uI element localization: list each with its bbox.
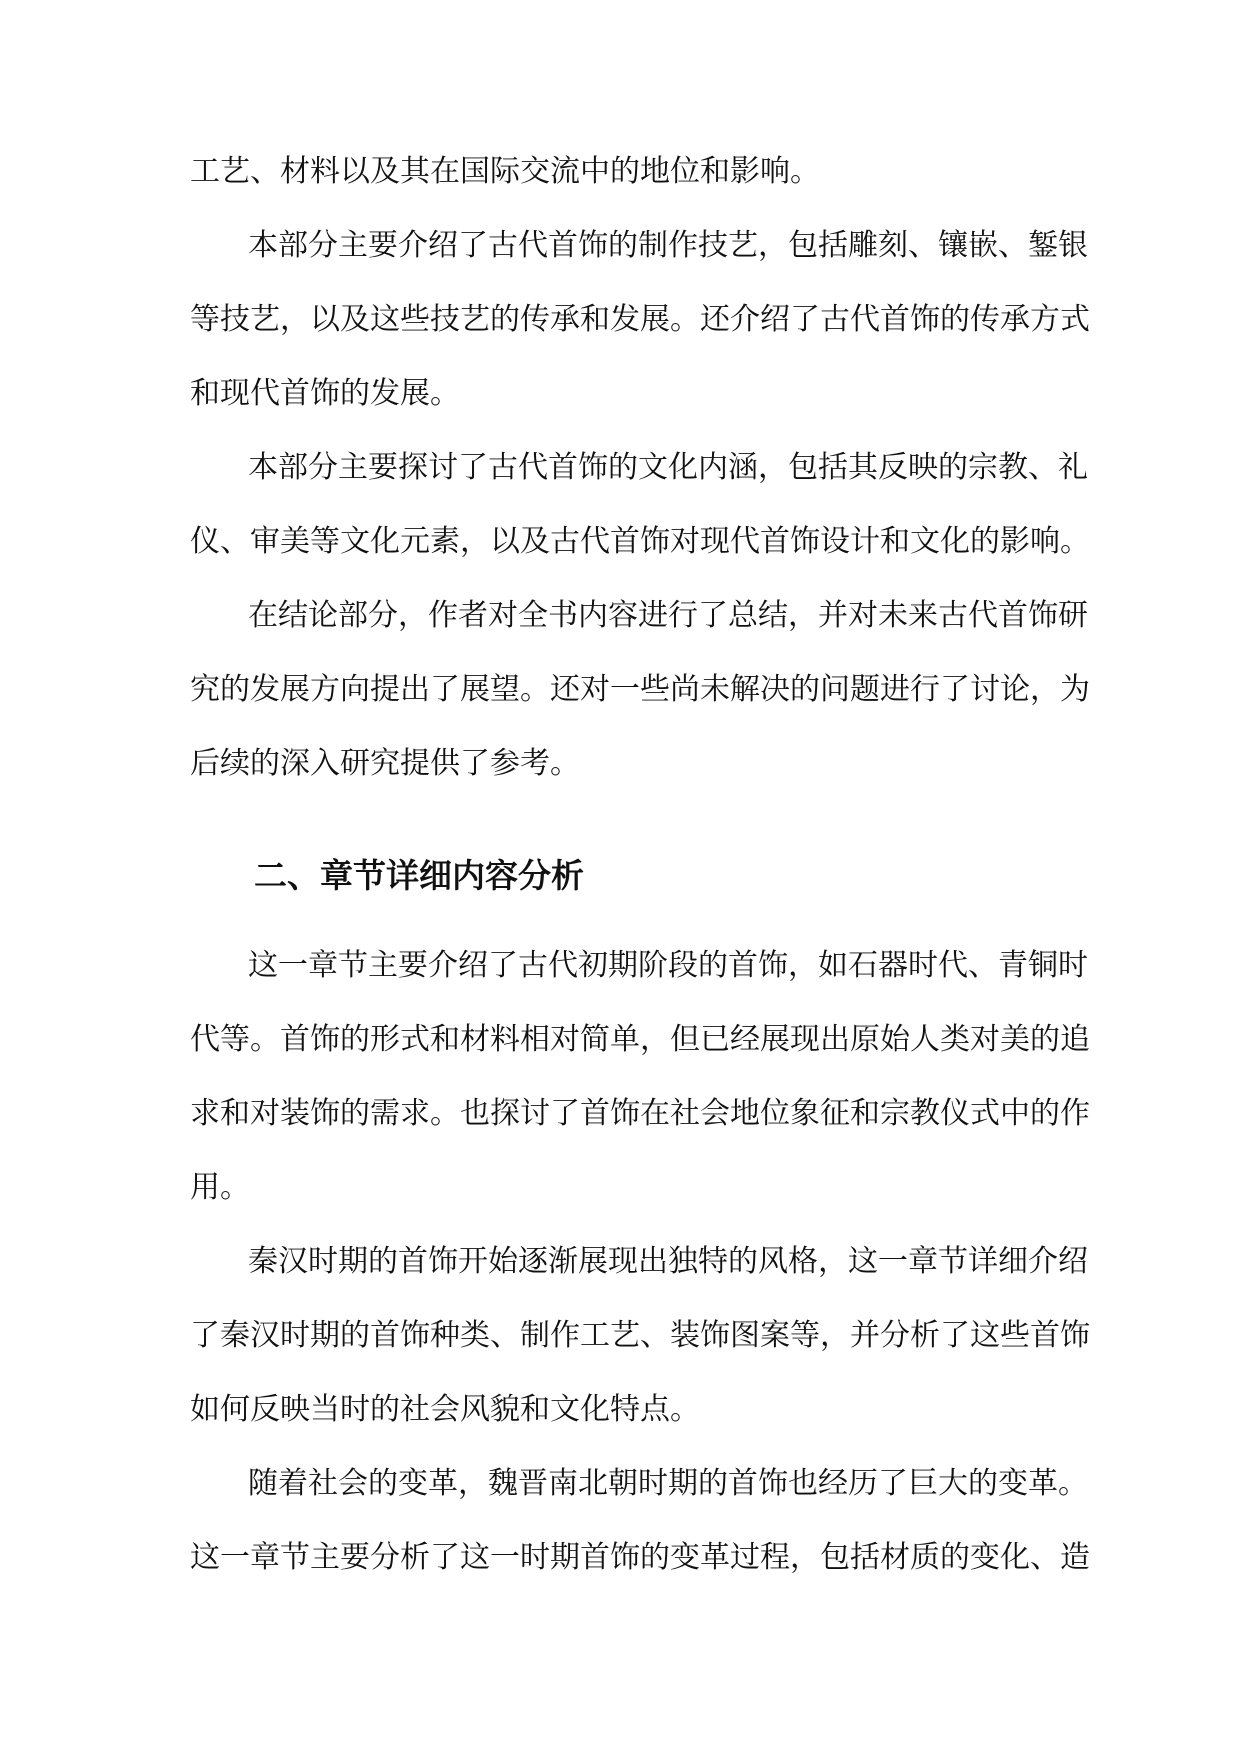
- text-line: 代等。首饰的形式和材料相对简单，但已经展现出原始人类对美的追: [190, 1022, 1090, 1057]
- paragraph-conclusion-line-2: [0, 653, 1241, 727]
- paragraph-early-line-1: [0, 929, 1241, 1003]
- text-line: 了秦汉时期的首饰种类、制作工艺、装饰图案等，并分析了这些首饰: [190, 1318, 1090, 1353]
- text-line: 和现代首饰的发展。: [190, 376, 460, 411]
- paragraph-weijin-line-2: [0, 1521, 1241, 1595]
- paragraph-qinhan-line-2: [0, 1299, 1241, 1373]
- text-line: 等技艺，以及这些技艺的传承和发展。还介绍了古代首饰的传承方式: [190, 302, 1090, 337]
- paragraph-qinhan-line-3: [0, 1373, 1241, 1447]
- text-line: 究的发展方向提出了展望。还对一些尚未解决的问题进行了讨论，为: [190, 672, 1090, 707]
- text-line: 本部分主要介绍了古代首饰的制作技艺，包括雕刻、镶嵌、錾银: [248, 228, 1088, 263]
- text-line: 求和对装饰的需求。也探讨了首饰在社会地位象征和宗教仪式中的作: [190, 1096, 1090, 1131]
- text-line: 本部分主要探讨了古代首饰的文化内涵，包括其反映的宗教、礼: [248, 450, 1088, 485]
- paragraph-culture-line-2: [0, 505, 1241, 579]
- paragraph-qinhan-line-1: [0, 1225, 1241, 1299]
- text-line: 秦汉时期的首饰开始逐渐展现出独特的风格，这一章节详细介绍: [248, 1244, 1088, 1279]
- text-line: 在结论部分，作者对全书内容进行了总结，并对未来古代首饰研: [248, 598, 1088, 633]
- paragraph-techniques-line-1: [0, 209, 1241, 283]
- text-line: 这一章节主要分析了这一时期首饰的变革过程，包括材质的变化、造: [190, 1540, 1090, 1575]
- paragraph-early-line-2: [0, 1003, 1241, 1077]
- text-line: 随着社会的变革，魏晋南北朝时期的首饰也经历了巨大的变革。: [248, 1466, 1088, 1501]
- paragraph-conclusion-line-1: [0, 579, 1241, 653]
- text-line: 工艺、材料以及其在国际交流中的地位和影响。: [190, 154, 820, 189]
- paragraph-early-line-3: [0, 1077, 1241, 1151]
- text-line: 如何反映当时的社会风貌和文化特点。: [190, 1392, 700, 1427]
- text-line: 后续的深入研究提供了参考。: [190, 746, 580, 781]
- text-line: 这一章节主要介绍了古代初期阶段的首饰，如石器时代、青铜时: [248, 948, 1088, 983]
- paragraph-conclusion-line-3: [0, 727, 1241, 801]
- paragraph-techniques-line-3: [0, 357, 1241, 431]
- text-line: 仪、审美等文化元素，以及古代首饰对现代首饰设计和文化的影响。: [190, 524, 1090, 559]
- section-heading: 二、章节详细内容分析: [254, 856, 584, 895]
- paragraph-early-line-4: [0, 1151, 1241, 1225]
- paragraph-continuation: [0, 135, 1241, 209]
- paragraph-weijin-line-1: [0, 1447, 1241, 1521]
- text-line: 用。: [190, 1170, 250, 1205]
- paragraph-culture-line-1: [0, 431, 1241, 505]
- paragraph-techniques-line-2: [0, 283, 1241, 357]
